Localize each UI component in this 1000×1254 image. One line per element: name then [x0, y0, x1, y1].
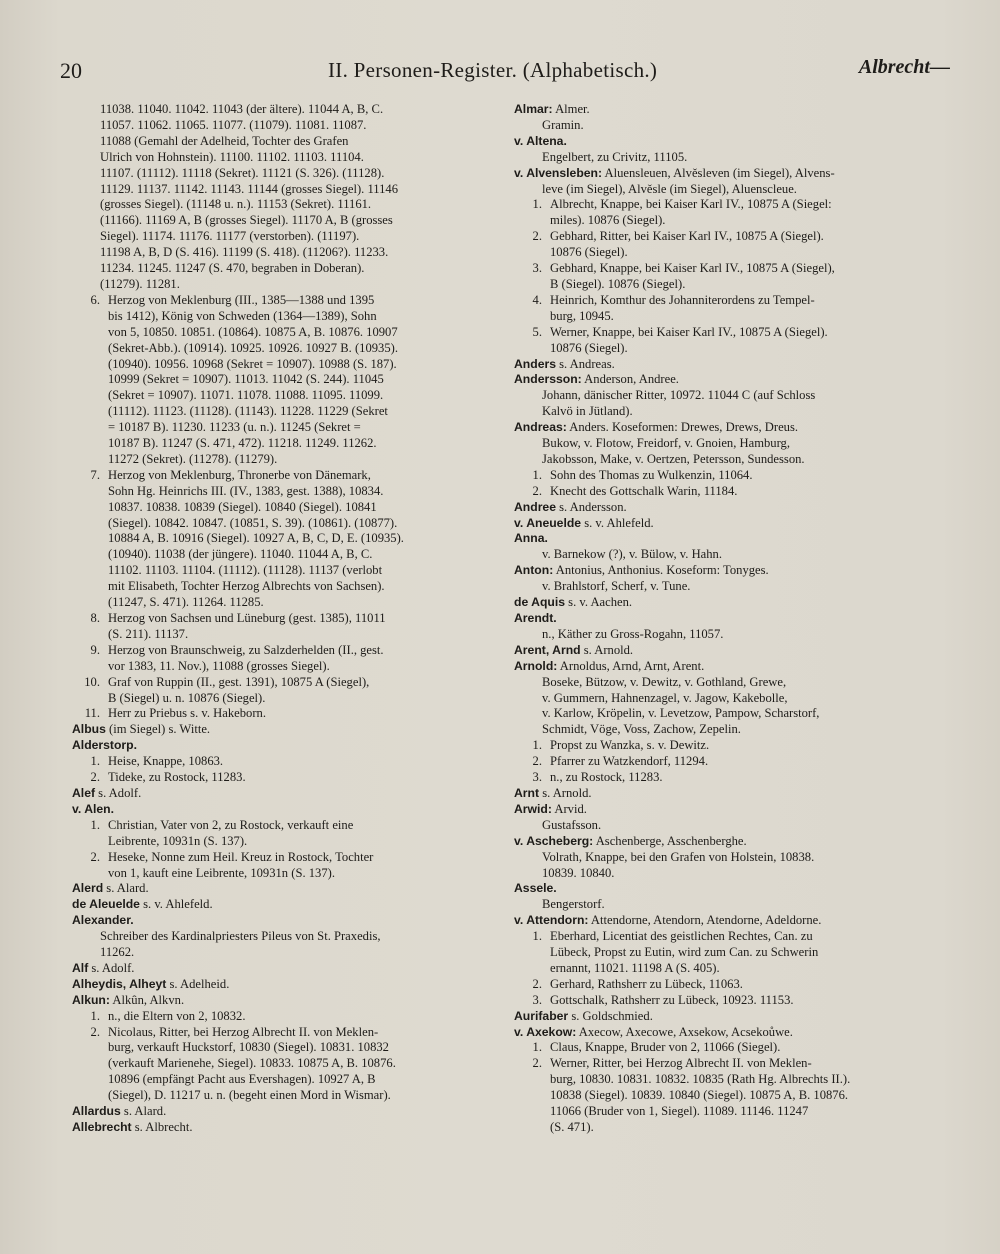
register-entry — [514, 516, 950, 532]
text-line: Heise, Knappe, 10863. — [108, 754, 224, 769]
subentry-number: 2. — [532, 1056, 542, 1071]
register-entry — [72, 722, 502, 738]
headword: Almar: — [514, 102, 553, 116]
numbered-subentry — [72, 850, 502, 882]
numbered-subentry — [514, 197, 950, 229]
text-line: Volrath, Knappe, bei den Grafen von Holstein, 10838. — [542, 849, 815, 864]
headword: Arwid: — [514, 801, 552, 816]
entry-headline — [514, 516, 950, 532]
text-line: Jakobsson, Make, v. Oertzen, Petersson, Sundesson. — [542, 451, 805, 466]
entry-headline — [72, 993, 502, 1009]
headword: Alderstorp. — [72, 738, 138, 753]
numbered-subentry — [72, 1025, 502, 1105]
register-entry — [514, 834, 950, 882]
text-line: Engelbert, zu Crivitz, 11105. — [542, 149, 688, 164]
register-entry — [514, 166, 950, 198]
text-line: n., die Eltern von 2, 10832. — [108, 1008, 246, 1023]
text-line: 11262. — [100, 945, 135, 960]
entry-rest: Antonius, Anthonius. Koseform: Tonyges. — [553, 563, 769, 578]
register-entry — [514, 786, 950, 802]
text-line: Schmidt, Vöge, Voss, Zachow, Zepelin. — [542, 722, 741, 737]
subentry-number: 1. — [532, 197, 542, 212]
headword: Arnt — [514, 785, 540, 800]
entry-headline — [514, 1025, 950, 1041]
headword: de Aleuelde — [72, 897, 140, 912]
text-line: (S. 471). — [550, 1120, 594, 1134]
entry-headline — [514, 659, 950, 675]
register-entry — [514, 611, 950, 643]
text-line: 10876 (Siegel). — [550, 340, 628, 355]
entry-headline — [514, 643, 950, 659]
text-line: (10940). 10956. 10968 (Sekret = 10907). 10988 (S. 187). — [108, 356, 397, 371]
page-header — [60, 56, 950, 86]
headword: v. Alvensleben: — [514, 165, 603, 180]
numbered-subentry — [514, 325, 950, 357]
entry-headline — [514, 500, 950, 516]
left-column — [72, 102, 502, 1136]
entry-headline — [514, 1009, 950, 1025]
text-line: Boseke, Bützow, v. Dewitz, v. Gothland, Grewe, — [542, 674, 787, 689]
text-line: 10999 (Sekret = 10907). 11013. 11042 (S. 244). 11045 — [108, 372, 384, 387]
register-entry — [72, 993, 502, 1009]
entry-rest: s. Goldschmied. — [568, 1008, 653, 1023]
entry-headline — [514, 134, 950, 150]
text-line: (11112). 11123. (11128). (11143). 11228. 11229 (Sekret — [108, 404, 388, 419]
entry-headline — [72, 722, 502, 738]
headword: Albus — [72, 722, 106, 737]
entry-rest: s. v. Aachen. — [565, 595, 633, 610]
text-line: burg, verkauft Huckstorf, 10830 (Siegel). 10831. 10832 — [108, 1040, 389, 1055]
text-line: 11088 (Gemahl der Adelheid, Tochter des Grafen — [100, 133, 349, 148]
entry-rest: Aluensleuen, Alvěsleven (im Siegel), Alvens- — [602, 165, 835, 180]
page-title: II. Personen-Register. (Alphabetisch.) — [328, 58, 658, 82]
register-entry — [514, 531, 950, 563]
text-line: Herzog von Sachsen und Lüneburg (gest. 1385), 11011 — [108, 611, 386, 625]
register-entry — [514, 1009, 950, 1025]
entry-headline — [514, 595, 950, 611]
text-line: Herzog von Meklenburg (III., 1385—1388 und 1395 — [108, 292, 375, 307]
text-line: 10839. 10840. — [542, 865, 615, 880]
entry-headline — [72, 786, 502, 802]
entry-headline — [514, 913, 950, 929]
entry-headline — [72, 1120, 502, 1136]
text-line: (Sekret = 10907). 11071. 11078. 11088. 11095. 11099. — [108, 388, 384, 403]
entry-headline — [514, 357, 950, 373]
text-line: n., zu Rostock, 11283. — [550, 770, 663, 785]
register-entry — [72, 897, 502, 913]
subentry-number: 7. — [90, 467, 100, 482]
text-line: (10940). 11038 (der jüngere). 11040. 11044 A, B, C. — [108, 547, 373, 562]
subentry-number: 10. — [84, 674, 100, 689]
text-line: Christian, Vater von 2, zu Rostock, verkauft eine — [108, 817, 354, 832]
entry-rest: Anderson, Andree. — [581, 372, 679, 387]
numbered-subentry — [72, 754, 502, 770]
headword: Allardus — [72, 1104, 121, 1119]
entry-rest: s. Andersson. — [556, 499, 627, 514]
text-line: Gerhard, Rathsherr zu Lübeck, 11063. — [550, 976, 743, 991]
text-line: (11166). 11169 A, B (grosses Siegel). 11170 A, B (grosses — [100, 213, 393, 228]
text-line: Leibrente, 10931n (S. 137). — [108, 833, 248, 848]
headword: Alf — [72, 960, 89, 975]
text-line: Lübeck, Propst zu Eutin, wird zum Can. zu Schwerin — [550, 945, 819, 960]
text-line: 10884 A, B. 10916 (Siegel). 10927 A, B, C, D, E. (10935). — [108, 531, 404, 546]
page-number: 20 — [60, 58, 82, 83]
numbered-subentry — [514, 484, 950, 500]
text-line: v. Brahlstorf, Scherf, v. Tune. — [542, 579, 691, 594]
headword: Arendt. — [514, 611, 557, 625]
text-line: Nicolaus, Ritter, bei Herzog Albrecht II. von Meklen- — [108, 1024, 379, 1039]
text-line: Albrecht, Knappe, bei Kaiser Karl IV., 10875 A (Siegel: — [550, 197, 832, 212]
text-line: = 10187 B). 11230. 11233 (u. n.). 11245 (Sekret = — [108, 420, 361, 435]
register-entry — [514, 563, 950, 595]
subentry-number: 3. — [532, 261, 542, 276]
numbered-subentry — [72, 706, 502, 722]
subentry-number: 1. — [532, 738, 542, 753]
numbered-subentry — [514, 1040, 950, 1056]
register-entry — [514, 420, 950, 468]
text-line: B (Siegel). 10876 (Siegel). — [550, 276, 686, 291]
register-entry — [514, 881, 950, 913]
register-entry — [72, 738, 502, 754]
text-line: n., Käther zu Gross-Rogahn, 11057. — [542, 626, 724, 641]
entry-headline — [72, 913, 502, 929]
register-entry — [72, 881, 502, 897]
text-line: B (Siegel) u. n. 10876 (Siegel). — [108, 690, 266, 705]
register-entry — [514, 659, 950, 739]
subentry-number: 1. — [90, 1008, 100, 1023]
headword: v. Alen. — [72, 801, 114, 816]
text-line: 10876 (Siegel). — [550, 245, 628, 260]
text-line: 11107. (11112). 11118 (Sekret). 11121 (S. 326). (11128). — [100, 165, 385, 180]
numbered-subentry — [514, 977, 950, 993]
text-line: Tideke, zu Rostock, 11283. — [108, 770, 246, 785]
entry-rest: Anders. Koseformen: Drewes, Drews, Dreus. — [566, 420, 799, 435]
numbered-subentry — [514, 1056, 950, 1136]
headword: v. Ascheberg: — [514, 833, 594, 848]
subentry-number: 11. — [84, 706, 100, 721]
entry-rest: Almer. — [552, 102, 590, 116]
headword: Andree — [514, 499, 556, 514]
text-line: Gebhard, Knappe, bei Kaiser Karl IV., 10875 A (Siegel), — [550, 261, 835, 276]
subentry-number: 5. — [532, 324, 542, 339]
headword: Allebrecht — [72, 1120, 132, 1134]
entry-rest: s. v. Ahlefeld. — [581, 515, 654, 530]
text-line: Werner, Knappe, bei Kaiser Karl IV., 10875 A (Siegel). — [550, 324, 828, 339]
text-line: Schreiber des Kardinalpriesters Pileus von St. Praxedis, — [100, 929, 381, 944]
text-line: Ulrich von Hohnstein). 11100. 11102. 11103. 11104. — [100, 149, 364, 164]
headword: Alexander. — [72, 913, 134, 928]
entry-headline — [514, 420, 950, 436]
numbered-subentry — [72, 1009, 502, 1025]
subentry-number: 9. — [90, 642, 100, 657]
text-line: (Sekret-Abb.). (10914). 10925. 10926. 10927 B. (10935). — [108, 340, 398, 355]
text-line: Werner, Ritter, bei Herzog Albrecht II. von Meklen- — [550, 1056, 812, 1071]
text-line: 10837. 10838. 10839 (Siegel). 10840 (Siegel). 10841 — [108, 499, 377, 514]
right-column — [514, 102, 950, 1136]
numbered-subentry — [514, 229, 950, 261]
text-line: Gramin. — [542, 117, 584, 132]
subentry-number: 2. — [90, 770, 100, 785]
text-line: Sohn des Thomas zu Wulkenzin, 11064. — [550, 467, 753, 482]
headword: Alef — [72, 785, 96, 800]
text-line: Gottschalk, Rathsherr zu Lübeck, 10923. 11153. — [550, 992, 794, 1007]
text-line: 11129. 11137. 11142. 11143. 11144 (grosses Siegel). 11146 — [100, 181, 399, 196]
entry-headline — [72, 881, 502, 897]
entry-rest: s. Adelheid. — [166, 976, 230, 991]
register-entry — [514, 134, 950, 166]
text-line: Kalvö in Jütland). — [542, 404, 633, 419]
entry-headline — [72, 738, 502, 754]
register-entry — [514, 372, 950, 420]
text-line: von 5, 10850. 10851. (10864). 10875 A, B. 10876. 10907 — [108, 324, 398, 339]
entry-headline — [72, 897, 502, 913]
entry-headline — [514, 102, 950, 118]
text-line: 11198 A, B, D (S. 416). 11199 (S. 418). (11206?). 11233. — [100, 245, 389, 260]
subentry-number: 1. — [532, 929, 542, 944]
numbered-subentry — [72, 468, 502, 611]
text-line: 11038. 11040. 11042. 11043 (der ältere). 11044 A, B, C. — [100, 102, 384, 116]
text-line: Propst zu Wanzka, s. v. Dewitz. — [550, 738, 710, 753]
headword: v. Attendorn: — [514, 913, 589, 928]
text-line: ernannt, 11021. 11198 A (S. 405). — [550, 960, 720, 975]
entry-rest: Attendorne, Atendorn, Atendorne, Adeldorne. — [588, 913, 822, 928]
text-line: Eberhard, Licentiat des geistlichen Rechtes, Can. zu — [550, 929, 813, 944]
text-line: vor 1383, 11. Nov.), 11088 (grosses Siegel). — [108, 658, 330, 673]
numbered-subentry — [514, 293, 950, 325]
text-line: 11066 (Bruder von 1, Siegel). 11089. 11146. 11247 — [550, 1104, 809, 1119]
subentry-number: 6. — [90, 292, 100, 307]
headword: Aurifaber — [514, 1008, 569, 1023]
entry-rest: Alkûn, Alkvn. — [109, 992, 185, 1007]
subentry-number: 2. — [90, 1024, 100, 1039]
numbered-subentry — [72, 293, 502, 468]
entry-rest: (im Siegel) s. Witte. — [105, 722, 211, 737]
subentry-number: 1. — [532, 1040, 542, 1055]
headword: v. Altena. — [514, 133, 567, 148]
entry-rest: s. Alard. — [103, 881, 149, 896]
text-line: (grosses Siegel). (11148 u. n.). 11153 (Sekret). 11161. — [100, 197, 372, 212]
subentry-number: 1. — [532, 467, 542, 482]
entry-rest: Arnoldus, Arnd, Arnt, Arent. — [557, 658, 705, 673]
register-entry — [514, 643, 950, 659]
text-line: (Siegel), D. 11217 u. n. (begeht einen Mord in Wismar). — [108, 1088, 391, 1103]
entry-headline — [72, 961, 502, 977]
headword: v. Aneuelde — [514, 515, 582, 530]
entry-rest: Axecow, Axecowe, Axsekow, Acsekoůwe. — [576, 1024, 793, 1039]
text-line: Heinrich, Komthur des Johanniterordens zu Tempel- — [550, 292, 815, 307]
text-line: v. Gummern, Hahnenzagel, v. Jagow, Kakebolle, — [542, 690, 788, 705]
entry-rest: s. Alard. — [120, 1104, 167, 1119]
register-entry — [72, 802, 502, 818]
text-line: 11102. 11103. 11104. (11112). (11128). 11137 (verlobt — [108, 563, 383, 578]
entry-headline — [514, 166, 950, 182]
entry-rest: s. Arnold. — [580, 642, 634, 657]
text-line: leve (im Siegel), Alvěsle (im Siegel), Aluenscleue. — [542, 181, 797, 196]
entry-rest: s. Albrecht. — [131, 1120, 193, 1134]
entry-rest: Arvid. — [551, 801, 587, 816]
text-line: v. Barnekow (?), v. Bülow, v. Hahn. — [542, 547, 723, 562]
numbered-subentry — [72, 675, 502, 707]
text-line: (S. 211). 11137. — [108, 626, 189, 641]
register-entry — [514, 1025, 950, 1041]
entry-headline — [72, 977, 502, 993]
entry-headline — [514, 531, 950, 547]
register-entry — [72, 913, 502, 961]
running-head: Albrecht— — [858, 56, 950, 78]
text-line: von 1, kauft eine Leibrente, 10931n (S. 137). — [108, 865, 335, 880]
text-line: v. Karlow, Kröpelin, v. Levetzow, Pampow, Scharstorf, — [542, 706, 820, 721]
headword: Assele. — [514, 881, 557, 896]
entry-rest: s. Adolf. — [88, 960, 135, 975]
text-line: Pfarrer zu Watzkendorf, 11294. — [550, 754, 709, 769]
text-line: 11057. 11062. 11065. 11077. (11079). 11081. 11087. — [100, 117, 367, 132]
subentry-number: 2. — [90, 849, 100, 864]
text-line: 10187 B). 11247 (S. 471, 472). 11218. 11249. 11262. — [108, 436, 377, 451]
entry-rest: s. Andreas. — [556, 356, 615, 371]
register-entry — [72, 1104, 502, 1120]
headword: Arnold: — [514, 658, 558, 673]
headword: de Aquis — [514, 595, 566, 610]
text-line: miles). 10876 (Siegel). — [550, 213, 666, 228]
entry-headline — [514, 881, 950, 897]
text-line: (11247, S. 471). 11264. 11285. — [108, 595, 264, 610]
text-line: burg, 10830. 10831. 10832. 10835 (Rath Hg. Albrechts II.). — [550, 1072, 851, 1087]
headword: Arent, Arnd — [514, 642, 581, 657]
text-line: Sohn Hg. Heinrichs III. (IV., 1383, gest. 1388), 10834. — [108, 483, 384, 498]
text-line: Gustafsson. — [542, 817, 602, 832]
entry-rest: Aschenberge, Asschenberghe. — [593, 833, 747, 848]
subentry-number: 2. — [532, 229, 542, 244]
text-line: Claus, Knappe, Bruder von 2, 11066 (Siegel). — [550, 1040, 781, 1055]
text-line: Graf von Ruppin (II., gest. 1391), 10875 A (Siegel), — [108, 674, 370, 689]
text-line: Bukow, v. Flotow, Freidorf, v. Gnoien, Hamburg, — [542, 436, 791, 451]
register-entry — [72, 1120, 502, 1136]
albrecht-continuation — [72, 102, 502, 293]
subentry-number: 1. — [90, 754, 100, 769]
numbered-subentry — [514, 770, 950, 786]
text-line: Gebhard, Ritter, bei Kaiser Karl IV., 10875 A (Siegel). — [550, 229, 824, 244]
text-line: burg, 10945. — [550, 308, 614, 323]
text-line: (11279). 11281. — [100, 276, 180, 291]
numbered-subentry — [514, 993, 950, 1009]
subentry-number: 3. — [532, 770, 542, 785]
subentry-number: 8. — [90, 611, 100, 625]
numbered-subentry — [514, 929, 950, 977]
numbered-subentry — [514, 738, 950, 754]
text-line: bis 1412), König von Schweden (1364—1389), Sohn — [108, 308, 377, 323]
headword: Alheydis, Alheyt — [72, 976, 167, 991]
headword: Alkun: — [72, 992, 110, 1007]
text-line: 10838 (Siegel). 10839. 10840 (Siegel). 10875 A, B. 10876. — [550, 1088, 849, 1103]
numbered-subentry — [72, 818, 502, 850]
text-line: mit Elisabeth, Tochter Herzog Albrechts von Sachsen). — [108, 579, 385, 594]
headword: Anders — [514, 356, 556, 371]
headword: Anna. — [514, 531, 548, 546]
text-line: Herr zu Priebus s. v. Hakeborn. — [108, 706, 266, 721]
subentry-number: 2. — [532, 483, 542, 498]
entry-headline — [514, 563, 950, 579]
text-line: Herzog von Braunschweig, zu Salzderhelden (II., gest. — [108, 642, 384, 657]
register-entry — [514, 500, 950, 516]
entry-rest: s. Arnold. — [539, 785, 592, 800]
numbered-subentry — [514, 754, 950, 770]
register-entry — [514, 802, 950, 834]
entry-headline — [514, 611, 950, 627]
register-entry — [514, 913, 950, 929]
text-line: (Siegel). 10842. 10847. (10851, S. 39). (10861). (10877). — [108, 515, 398, 530]
text-line: Bengerstorf. — [542, 897, 605, 912]
register-entry — [72, 786, 502, 802]
numbered-subentry — [72, 643, 502, 675]
text-line: Johann, dänischer Ritter, 10972. 11044 C (auf Schloss — [542, 388, 816, 403]
text-line: 11272 (Sekret). (11278). (11279). — [108, 451, 278, 466]
entry-headline — [514, 786, 950, 802]
numbered-subentry — [514, 261, 950, 293]
headword: Alerd — [72, 881, 104, 896]
entry-headline — [514, 834, 950, 850]
text-line: 10896 (empfängt Pacht aus Evershagen). 10927 A, B — [108, 1072, 376, 1087]
subentry-number: 1. — [90, 817, 100, 832]
register-entry — [72, 977, 502, 993]
entry-headline — [514, 372, 950, 388]
text-line: Heseke, Nonne zum Heil. Kreuz in Rostock, Tochter — [108, 849, 374, 864]
register-entry — [72, 961, 502, 977]
text-line: (verkauft Marienehe, Siegel). 10833. 10875 A, B. 10876. — [108, 1056, 396, 1071]
subentry-number: 4. — [532, 292, 542, 307]
text-line: Knecht des Gottschalk Warin, 11184. — [550, 483, 738, 498]
register-entry — [514, 595, 950, 611]
headword: Anton: — [514, 563, 554, 578]
numbered-subentry — [514, 468, 950, 484]
entry-headline — [72, 1104, 502, 1120]
headword: Andersson: — [514, 372, 582, 387]
register-entry — [514, 357, 950, 373]
numbered-subentry — [72, 611, 502, 643]
text-line: Siegel). 11174. 11176. 11177 (verstorben). (11197). — [100, 229, 360, 244]
subentry-number: 2. — [532, 754, 542, 769]
headword: Andreas: — [514, 420, 567, 435]
numbered-subentry — [72, 770, 502, 786]
subentry-number: 2. — [532, 976, 542, 991]
entry-headline — [72, 802, 502, 818]
entry-rest: s. Adolf. — [95, 785, 142, 800]
register-entry — [514, 102, 950, 134]
entry-headline — [514, 802, 950, 818]
text-line: Herzog von Meklenburg, Thronerbe von Dänemark, — [108, 467, 371, 482]
subentry-number: 3. — [532, 992, 542, 1007]
text-line: 11234. 11245. 11247 (S. 470, begraben in Doberan). — [100, 261, 365, 276]
headword: v. Axekow: — [514, 1024, 577, 1039]
entry-rest: s. v. Ahlefeld. — [139, 897, 213, 912]
